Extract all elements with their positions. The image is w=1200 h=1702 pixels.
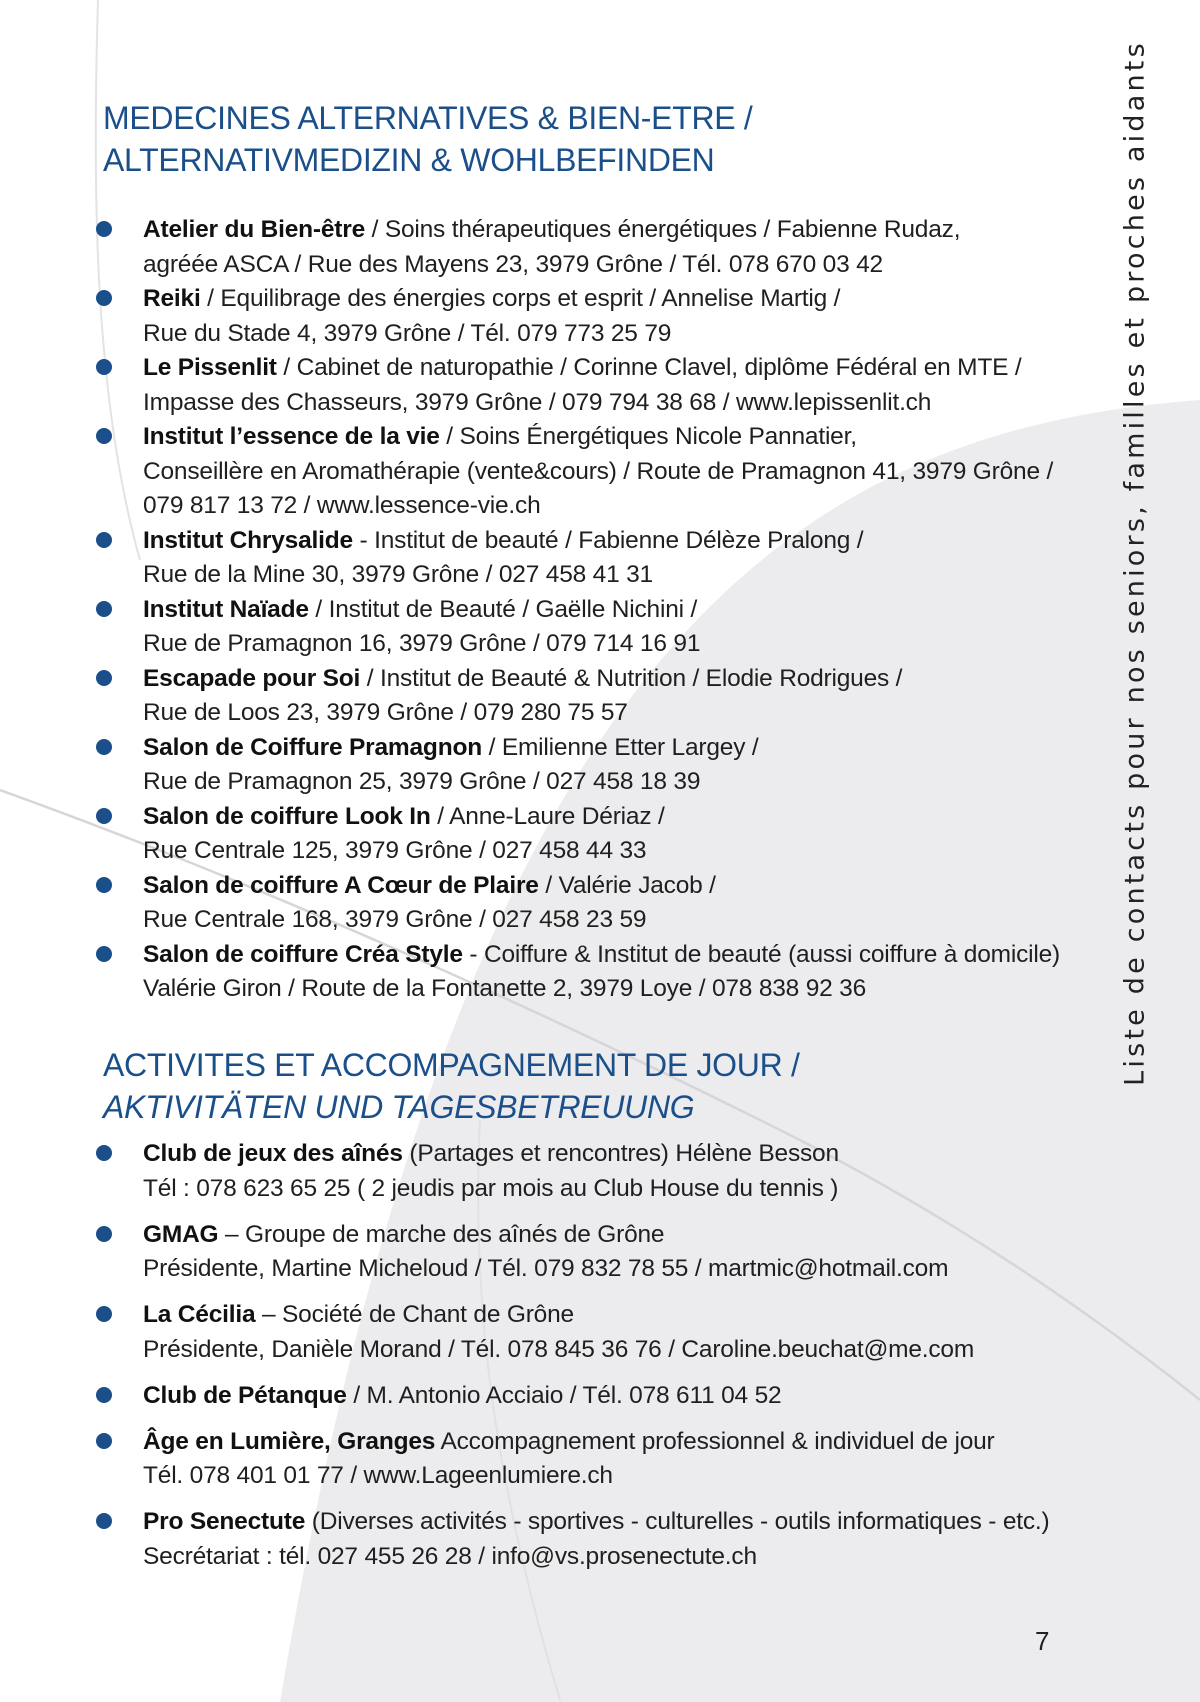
entry-details: Rue de Loos 23, 3979 Grône / 079 280 75 57 <box>143 699 628 726</box>
entry-name: Salon de coiffure Look In <box>143 802 431 830</box>
entry-details: / Soins thérapeutiques énergétiques / Fabienne Rudaz, <box>365 216 961 243</box>
heading-line: AKTIVITÄTEN UND TAGESBETREUUNG <box>103 1089 695 1125</box>
entry-name: Institut Chrysalide <box>143 526 353 554</box>
heading-line: ACTIVITES ET ACCOMPAGNEMENT DE JOUR / <box>103 1047 800 1083</box>
list-item <box>143 662 1083 731</box>
entry-details: Rue de Pramagnon 25, 3979 Grône / 027 458 18 39 <box>143 768 701 795</box>
list-item <box>143 524 1083 593</box>
bullet-icon <box>96 877 112 893</box>
list-item <box>143 731 1083 800</box>
list-item <box>143 1379 1083 1414</box>
entry-name: Escapade pour Soi <box>143 664 361 692</box>
list-item <box>143 1218 1083 1287</box>
entry-details: / Valérie Jacob / <box>538 871 716 899</box>
entry-name: Institut l’essence de la vie <box>143 423 440 450</box>
list-item <box>143 351 1083 420</box>
bullet-icon <box>96 670 112 686</box>
entry-details: / Institut de Beauté / Gaëlle Nichini / <box>308 595 698 623</box>
entry-details: - Institut de beauté / Fabienne Délèze Pralong / <box>352 526 864 554</box>
entry-details: Tél. 078 401 01 77 / www.Lageenlumiere.ch <box>143 1462 613 1489</box>
list-item <box>143 213 1083 282</box>
bullet-icon <box>96 1433 112 1449</box>
entry-details: – Groupe de marche des aînés de Grône <box>218 1220 665 1248</box>
list-item <box>143 1505 1083 1574</box>
section-heading-alternative-medicine <box>103 97 752 181</box>
entry-details: Valérie Giron / Route de la Fontanette 2, 3979 Loye / 078 838 92 36 <box>143 975 867 1002</box>
list-item <box>143 800 1083 869</box>
entry-details: Accompagnement professionnel & individuel de jour <box>435 1427 995 1455</box>
entry-details: / Cabinet de naturopathie / Corinne Clavel, diplôme Fédéral en MTE / <box>276 354 1022 381</box>
bullet-icon <box>96 359 112 375</box>
entry-name: Club de jeux des aînés <box>143 1140 403 1167</box>
list-item <box>143 593 1083 662</box>
entry-name: Âge en Lumière, Granges <box>143 1427 436 1455</box>
entry-name: Le Pissenlit <box>143 354 277 381</box>
entry-name: Atelier du Bien-être <box>143 216 365 243</box>
entry-details: - Coiffure & Institut de beauté (aussi coiffure à domicile) <box>462 940 1060 968</box>
bullet-icon <box>96 946 112 962</box>
list-item <box>143 420 1083 524</box>
contact-list-alternative-medicine <box>143 213 1083 1007</box>
heading-line: MEDECINES ALTERNATIVES & BIEN-ETRE / <box>103 100 753 136</box>
entry-details: Rue de Pramagnon 16, 3979 Grône / 079 714 16 91 <box>143 630 701 657</box>
entry-details: / Anne-Laure Dériaz / <box>430 802 665 830</box>
entry-name: Club de Pétanque <box>143 1381 347 1409</box>
entry-name: Reiki <box>143 285 201 312</box>
entry-details: Impasse des Chasseurs, 3979 Grône / 079 794 38 68 / www.lepissenlit.ch <box>143 388 932 416</box>
entry-details: / M. Antonio Acciaio / Tél. 078 611 04 52 <box>346 1381 782 1409</box>
entry-details: Rue du Stade 4, 3979 Grône / Tél. 079 773 25 79 <box>143 319 672 347</box>
list-item <box>143 1298 1083 1367</box>
list-item <box>143 282 1083 351</box>
entry-details: / Institut de Beauté & Nutrition / Elodie Rodrigues / <box>360 664 903 692</box>
entry-name: Salon de Coiffure Pramagnon <box>143 733 482 761</box>
entry-name: La Cécilia <box>143 1301 256 1328</box>
bullet-icon <box>96 532 112 548</box>
entry-details: (Partages et rencontres) Hélène Besson <box>402 1140 839 1167</box>
list-item <box>143 938 1083 1007</box>
section-heading-day-activities <box>103 1044 800 1128</box>
entry-details: Conseillère en Aromathérapie (vente&cours) / Route de Pramagnon 41, 3979 Grône / <box>143 457 1054 485</box>
bullet-icon <box>96 601 112 617</box>
page-number: 7 <box>1035 1626 1050 1656</box>
entry-details: 079 817 13 72 / www.lessence-vie.ch <box>143 492 541 519</box>
entry-name: Pro Senectute <box>143 1508 306 1535</box>
bullet-icon <box>96 221 112 237</box>
list-item <box>143 1425 1083 1494</box>
entry-details: / Equilibrage des énergies corps et esprit / Annelise Martig / <box>200 285 841 312</box>
side-caption: Liste de contacts pour nos seniors, familles et proches aidants <box>1119 40 1151 1086</box>
entry-details: Présidente, Martine Micheloud / Tél. 079 832 78 55 / martmic@hotmail.com <box>143 1255 949 1282</box>
entry-details: Rue Centrale 168, 3979 Grône / 027 458 23 59 <box>143 906 647 933</box>
bullet-icon <box>96 1306 112 1322</box>
entry-name: Salon de coiffure Créa Style <box>143 940 463 968</box>
bullet-icon <box>96 1387 112 1403</box>
contact-list-day-activities <box>143 1137 1083 1586</box>
entry-details: Rue de la Mine 30, 3979 Grône / 027 458 41 31 <box>143 561 653 588</box>
entry-details: (Diverses activités - sportives - culturelles - outils informatiques - etc.) <box>305 1508 1050 1535</box>
bullet-icon <box>96 739 112 755</box>
entry-name: Institut Naïade <box>143 595 309 623</box>
bullet-icon <box>96 428 112 444</box>
entry-details: / Emilienne Etter Largey / <box>482 733 759 761</box>
entry-details: Tél : 078 623 65 25 ( 2 jeudis par mois au Club House du tennis ) <box>143 1174 839 1202</box>
list-item <box>143 869 1083 938</box>
bullet-icon <box>96 1145 112 1161</box>
bullet-icon <box>96 290 112 306</box>
bullet-icon <box>96 1226 112 1242</box>
entry-name: Salon de coiffure A Cœur de Plaire <box>143 871 539 899</box>
entry-details: Présidente, Danièle Morand / Tél. 078 845 36 76 / Caroline.beuchat@me.com <box>143 1335 975 1363</box>
bullet-icon <box>96 1513 112 1529</box>
entry-name: GMAG <box>143 1220 219 1248</box>
entry-details: Secrétariat : tél. 027 455 26 28 / info@vs.prosenectute.ch <box>143 1542 757 1570</box>
entry-details: / Soins Énergétiques Nicole Pannatier, <box>439 423 857 450</box>
entry-details: agréée ASCA / Rue des Mayens 23, 3979 Grône / Tél. 078 670 03 42 <box>143 250 883 278</box>
entry-details: Rue Centrale 125, 3979 Grône / 027 458 44 33 <box>143 837 647 864</box>
bullet-icon <box>96 808 112 824</box>
list-item <box>143 1137 1083 1206</box>
entry-details: – Société de Chant de Grône <box>255 1301 574 1328</box>
heading-line: ALTERNATIVMEDIZIN & WOHLBEFINDEN <box>103 142 715 178</box>
